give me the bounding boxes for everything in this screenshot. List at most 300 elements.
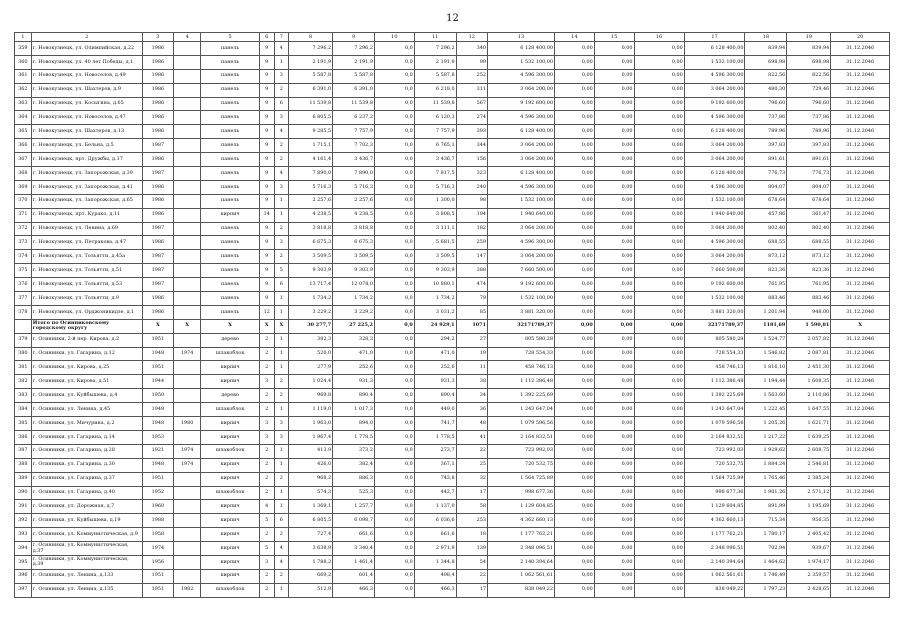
table-cell: 1 xyxy=(274,500,289,514)
table-cell: 31.12.2046 xyxy=(831,278,890,292)
table-cell: 1987 xyxy=(142,264,173,278)
table-cell: 385 xyxy=(15,417,32,431)
table-cell: 0,00 xyxy=(554,542,594,556)
table-cell: 1 564 725,89 xyxy=(684,472,745,486)
table-cell: г. Осинники, ул. Кирова, д.25 xyxy=(31,361,142,375)
table-cell: панель xyxy=(201,42,260,56)
column-number: 8 xyxy=(289,33,333,42)
table-cell: 0,0 xyxy=(374,555,414,569)
table-cell: 9 xyxy=(259,153,274,167)
table-cell: 802,40 xyxy=(787,222,831,236)
table-cell: 0,00 xyxy=(554,194,594,208)
table-cell: 0,00 xyxy=(634,236,684,250)
table-cell: 3 064 200,00 xyxy=(684,222,745,236)
table-cell: 395 xyxy=(15,555,32,569)
table-row xyxy=(15,153,890,167)
table-cell: г. Новокузнецк, ул. Олимпийская, д.22 xyxy=(31,42,142,56)
table-cell: г. Новокузнецк, ул. Тольятти, д.51 xyxy=(31,264,142,278)
table-cell: 0,0 xyxy=(374,361,414,375)
table-cell: 678,64 xyxy=(787,194,831,208)
table-cell: 0,00 xyxy=(634,292,684,306)
table-cell: 720 532,75 xyxy=(487,458,554,472)
table-cell: 32171789,37 xyxy=(487,319,554,333)
table-cell: 1 xyxy=(274,347,289,361)
table-cell: 12 xyxy=(259,305,274,319)
table-cell: 0,00 xyxy=(594,528,634,542)
table-cell: 194 xyxy=(456,208,487,222)
table-cell: 31.12.2046 xyxy=(831,236,890,250)
table-cell: 5 587,8 xyxy=(414,69,456,83)
table-row xyxy=(15,69,890,83)
table-cell: 1 024,4 xyxy=(289,375,333,389)
table-cell: 382 xyxy=(15,375,32,389)
column-number: 18 xyxy=(745,33,787,42)
table-cell: 6 805,5 xyxy=(289,111,333,125)
table-cell: 79 xyxy=(456,292,487,306)
table-cell: 0,00 xyxy=(634,167,684,181)
table-cell: 31.12.2046 xyxy=(831,458,890,472)
table-cell: 1 590,81 xyxy=(787,319,831,333)
table-cell: 466,3 xyxy=(414,583,456,597)
table-cell xyxy=(174,555,201,569)
table-cell: г. Осинники, 2-й пер. Кирова, д.2 xyxy=(31,333,142,347)
table-cell: 3 xyxy=(274,417,289,431)
table-row xyxy=(15,236,890,250)
table-cell: 363 xyxy=(15,97,32,111)
table-cell: 968,2 xyxy=(289,472,333,486)
table-row xyxy=(15,292,890,306)
table-cell xyxy=(174,194,201,208)
table-cell: 11 539,8 xyxy=(414,97,456,111)
table-cell: 1986 xyxy=(142,125,173,139)
table-cell: 31.12.2046 xyxy=(831,542,890,556)
table-row xyxy=(15,417,890,431)
table-cell: 391 xyxy=(15,500,32,514)
table-cell: 0,00 xyxy=(634,333,684,347)
table-cell: 729,46 xyxy=(787,83,831,97)
table-cell: 9 285,5 xyxy=(289,125,333,139)
table-cell: 31.12.2046 xyxy=(831,403,890,417)
table-cell xyxy=(174,167,201,181)
table-cell: 32171789,37 xyxy=(684,319,745,333)
table-cell: 31.12.2046 xyxy=(831,83,890,97)
table-cell: 3 064 200,00 xyxy=(684,139,745,153)
table-cell: 7 296,2 xyxy=(414,42,456,56)
table-cell: 3 xyxy=(274,111,289,125)
table-cell: 0,00 xyxy=(594,55,634,69)
table-cell: 1 797,23 xyxy=(745,583,787,597)
table-cell: 0,00 xyxy=(594,69,634,83)
table-cell: 9 xyxy=(259,292,274,306)
table-cell xyxy=(174,389,201,403)
table-cell: 393 xyxy=(456,125,487,139)
table-cell: 0,00 xyxy=(634,444,684,458)
table-cell: 147 xyxy=(456,250,487,264)
table-cell xyxy=(174,125,201,139)
table-cell: 0,00 xyxy=(634,375,684,389)
table-cell xyxy=(174,292,201,306)
table-cell: 0,0 xyxy=(374,458,414,472)
table-cell: 2 971,9 xyxy=(414,542,456,556)
table-cell: 0,0 xyxy=(374,194,414,208)
table-row xyxy=(15,97,890,111)
table-cell: 0,00 xyxy=(594,319,634,333)
table-cell: 0,00 xyxy=(634,319,684,333)
table-cell: г. Осинники, ул. Куйбышева, д.4 xyxy=(31,389,142,403)
table-cell: 1 746,49 xyxy=(745,569,787,583)
table-cell: 4 596 300,00 xyxy=(487,69,554,83)
table-cell: 368 xyxy=(15,167,32,181)
table-cell: 0,00 xyxy=(634,55,684,69)
table-cell: 9 303,9 xyxy=(414,264,456,278)
table-cell: 1 xyxy=(274,55,289,69)
table-cell: 1 079 596,56 xyxy=(487,417,554,431)
table-cell: 804,07 xyxy=(745,180,787,194)
table-cell: 9 xyxy=(259,264,274,278)
table-cell: 0,00 xyxy=(594,361,634,375)
table-cell: 466,3 xyxy=(333,583,375,597)
table-cell: 1 369,1 xyxy=(289,500,333,514)
table-row xyxy=(15,305,890,319)
table-cell: 31.12.2046 xyxy=(831,444,890,458)
table-cell: 41 xyxy=(456,430,487,444)
table-cell: панель xyxy=(201,236,260,250)
table-cell: X xyxy=(201,319,260,333)
column-number: 10 xyxy=(374,33,414,42)
table-cell: 2 140 394,64 xyxy=(487,555,554,569)
table-cell: 1 129 604,85 xyxy=(487,500,554,514)
table-cell: 38 xyxy=(456,375,487,389)
table-cell: 1986 xyxy=(142,153,173,167)
table-cell: 1 344,8 xyxy=(414,555,456,569)
table-cell: 4 596 300,00 xyxy=(487,111,554,125)
table-cell: 381 xyxy=(15,361,32,375)
table-cell: 392 xyxy=(15,514,32,528)
table-cell: 0,0 xyxy=(374,319,414,333)
table-cell: 2 191,9 xyxy=(414,55,456,69)
table-row xyxy=(15,500,890,514)
table-cell: 31.12.2046 xyxy=(831,375,890,389)
table-cell: 3 064 200,00 xyxy=(684,83,745,97)
table-cell: 388 xyxy=(456,264,487,278)
table-cell: 0,00 xyxy=(554,153,594,167)
table-cell: 698,98 xyxy=(745,55,787,69)
table-row xyxy=(15,403,890,417)
table-cell: 2 428,65 xyxy=(787,583,831,597)
table-cell: 394 xyxy=(15,542,32,556)
table-cell: 0,0 xyxy=(374,208,414,222)
table-cell: 6 128 400,00 xyxy=(487,125,554,139)
table-cell: 182 xyxy=(456,222,487,236)
table-cell: 0,00 xyxy=(634,583,684,597)
table-cell: 22 xyxy=(456,569,487,583)
table-cell: 3 064 200,00 xyxy=(487,153,554,167)
table-cell: 948,00 xyxy=(787,305,831,319)
table-cell: 1986 xyxy=(142,55,173,69)
table-cell: 0,00 xyxy=(634,208,684,222)
table-cell: 0,00 xyxy=(594,305,634,319)
table-cell: 458 746,13 xyxy=(684,361,745,375)
table-cell: 2 xyxy=(274,569,289,583)
table-cell: 361,47 xyxy=(787,208,831,222)
table-cell: 99 xyxy=(456,55,487,69)
table-cell: 7 660 500,00 xyxy=(684,264,745,278)
table-cell: 1949 xyxy=(142,403,173,417)
table-cell: 2 110,86 xyxy=(787,389,831,403)
table-cell: 0,00 xyxy=(594,125,634,139)
table-cell: 2 xyxy=(259,486,274,500)
table-row xyxy=(15,180,890,194)
column-number: 4 xyxy=(174,33,201,42)
table-cell: 3 638,9 xyxy=(289,542,333,556)
table-cell: 1 xyxy=(274,583,289,597)
table-cell: 377 xyxy=(15,292,32,306)
table-cell: 1 940 640,00 xyxy=(684,208,745,222)
table-cell: 18 xyxy=(456,528,487,542)
column-number: 9 xyxy=(333,33,375,42)
table-cell: 1 xyxy=(274,403,289,417)
table-cell: 2 087,81 xyxy=(787,347,831,361)
table-cell: 1 532 100,00 xyxy=(684,194,745,208)
table-cell: 373 xyxy=(15,236,32,250)
table-cell: 387 xyxy=(15,444,32,458)
table-cell: 1 967,4 xyxy=(289,430,333,444)
table-cell: г. Новокузнецк, ул. Шахтеров, д.13 xyxy=(31,125,142,139)
table-row xyxy=(15,194,890,208)
table-cell: 11 539,8 xyxy=(333,97,375,111)
table-cell: 1 201,94 xyxy=(745,305,787,319)
table-cell: 1974 xyxy=(174,458,201,472)
table-cell: 0,00 xyxy=(634,69,684,83)
table-cell: 19 xyxy=(456,347,487,361)
column-number: 17 xyxy=(684,33,745,42)
table-cell: 240 xyxy=(456,180,487,194)
table-cell: 723 992,03 xyxy=(487,444,554,458)
table-cell: 1 243 647,04 xyxy=(487,403,554,417)
table-cell: 0,00 xyxy=(634,250,684,264)
table-cell: 31.12.2046 xyxy=(831,305,890,319)
table-cell: 6 120,3 xyxy=(414,111,456,125)
table-cell: 0,00 xyxy=(634,125,684,139)
table-cell: 1921 xyxy=(142,444,173,458)
table-cell: 4 362 660,13 xyxy=(487,514,554,528)
table-cell: 761,95 xyxy=(745,278,787,292)
table-cell: 2 608,75 xyxy=(787,444,831,458)
table-cell: 1986 xyxy=(142,42,173,56)
table-cell: 379 xyxy=(15,333,32,347)
table-cell: дерево xyxy=(201,333,260,347)
table-cell: 0,0 xyxy=(374,111,414,125)
table-cell: 31.12.2046 xyxy=(831,139,890,153)
table-cell: 0,00 xyxy=(554,486,594,500)
table-cell: 4 xyxy=(259,500,274,514)
table-cell: 30 277,7 xyxy=(289,319,333,333)
table-cell: 362 xyxy=(15,83,32,97)
table-cell: 4 596 300,00 xyxy=(487,236,554,250)
table-cell: 1980 xyxy=(174,417,201,431)
table-cell: 0,00 xyxy=(554,417,594,431)
table-row xyxy=(15,333,890,347)
table-cell: 0,0 xyxy=(374,139,414,153)
table-cell: 9 303,9 xyxy=(289,264,333,278)
table-cell: 2 xyxy=(274,472,289,486)
table-cell: 31.12.2046 xyxy=(831,194,890,208)
table-cell: 525,3 xyxy=(333,486,375,500)
table-cell: кирпич xyxy=(201,375,260,389)
table-cell: 0,00 xyxy=(594,583,634,597)
table-cell: 723 992,03 xyxy=(684,444,745,458)
table-cell: 397 xyxy=(15,583,32,597)
table-cell: 31.12.2046 xyxy=(831,514,890,528)
table-cell: 1986 xyxy=(142,83,173,97)
table-row xyxy=(15,347,890,361)
table-cell: 728 554,33 xyxy=(684,347,745,361)
table-cell: 7 702,3 xyxy=(333,139,375,153)
table-cell: шлакоблок xyxy=(201,347,260,361)
table-cell: 1 205,26 xyxy=(745,417,787,431)
table-cell: 0,0 xyxy=(374,69,414,83)
table-cell: 6 xyxy=(274,514,289,528)
table-cell: 2 057,82 xyxy=(787,333,831,347)
table-cell: 805 580,28 xyxy=(684,333,745,347)
table-cell: 1956 xyxy=(142,555,173,569)
table-cell: X xyxy=(142,319,173,333)
table-cell: 6 218,0 xyxy=(414,83,456,97)
table-cell: 761,95 xyxy=(787,278,831,292)
table-cell: 1 715,1 xyxy=(289,139,333,153)
table-cell: 0,00 xyxy=(594,389,634,403)
table-cell: 2 405,42 xyxy=(787,528,831,542)
table-cell: кирпич xyxy=(201,514,260,528)
table-cell: 1986 xyxy=(142,305,173,319)
table-cell: 776,73 xyxy=(745,167,787,181)
table-row xyxy=(15,555,890,569)
table-cell: 0,00 xyxy=(594,458,634,472)
table-cell: 1986 xyxy=(142,97,173,111)
table-cell: 0,00 xyxy=(554,264,594,278)
table-cell: 6 765,1 xyxy=(414,139,456,153)
table-cell: 0,0 xyxy=(374,167,414,181)
table-cell: 796,60 xyxy=(745,97,787,111)
table-cell: 31.12.2046 xyxy=(831,111,890,125)
table-cell: 390 xyxy=(15,486,32,500)
table-cell: 1 xyxy=(274,444,289,458)
table-cell: 6 036,6 xyxy=(414,514,456,528)
table-cell: 2 xyxy=(274,139,289,153)
table-cell: 0,0 xyxy=(374,417,414,431)
table-cell: 1986 xyxy=(142,236,173,250)
table-cell: 12 078,0 xyxy=(333,278,375,292)
table-row xyxy=(15,444,890,458)
table-cell: 894,0 xyxy=(333,417,375,431)
table-cell: 1986 xyxy=(142,111,173,125)
table-row xyxy=(15,250,890,264)
table-cell: г. Новокузнецк, прт. Курако, д.11 xyxy=(31,208,142,222)
table-cell: г. Осинники, ул. Коммунистическая, д.37 xyxy=(31,542,142,556)
table-cell: 397,83 xyxy=(745,139,787,153)
table-cell xyxy=(174,333,201,347)
table-cell: 1 532 100,00 xyxy=(684,292,745,306)
table-row xyxy=(15,472,890,486)
table-cell: кирпич xyxy=(201,472,260,486)
table-cell: 1960 xyxy=(142,500,173,514)
table-cell: г. Осинники, ул. Гагарина, д.37 xyxy=(31,472,142,486)
table-cell: 31.12.2046 xyxy=(831,180,890,194)
table-cell: 3 064 200,00 xyxy=(684,250,745,264)
table-cell: 7 890,0 xyxy=(289,167,333,181)
table-cell: 1 532 100,00 xyxy=(684,55,745,69)
table-cell: 3 340,4 xyxy=(333,542,375,556)
table-cell: г. Осинники, ул. Дорожная, д.7 xyxy=(31,500,142,514)
table-cell: 294,2 xyxy=(414,333,456,347)
table-cell: 31.12.2046 xyxy=(831,250,890,264)
table-cell: 2 451,30 xyxy=(787,361,831,375)
table-cell: 9 xyxy=(259,42,274,56)
table-cell: 776,73 xyxy=(787,167,831,181)
table-cell: г. Осинники, ул. Коммунистическая, д.39 xyxy=(31,555,142,569)
table-cell: 273,7 xyxy=(414,444,456,458)
table-cell: 0,00 xyxy=(594,97,634,111)
table-cell: 34 xyxy=(456,389,487,403)
table-cell: 1 222,45 xyxy=(745,403,787,417)
table-cell: г. Новокузнецк, ул. Тольятти, д.45а xyxy=(31,250,142,264)
table-cell: 1 062 561,61 xyxy=(684,569,745,583)
table-cell: 1 194,44 xyxy=(745,375,787,389)
table-cell: 98 xyxy=(456,194,487,208)
table-cell: 1 xyxy=(274,361,289,375)
table-cell: 0,0 xyxy=(374,236,414,250)
table-cell: 3 xyxy=(259,430,274,444)
table-cell: 0,00 xyxy=(554,347,594,361)
table-cell: дерево xyxy=(201,389,260,403)
table-cell: 458 746,13 xyxy=(487,361,554,375)
table-cell: 27 225,2 xyxy=(333,319,375,333)
table-cell: 31.12.2046 xyxy=(831,430,890,444)
table-cell: 2 140 394,64 xyxy=(684,555,745,569)
table-cell: 0,0 xyxy=(374,264,414,278)
table-row xyxy=(15,430,890,444)
table-cell: 31.12.2046 xyxy=(831,472,890,486)
table-cell: 839,94 xyxy=(745,42,787,56)
table-cell: 891,99 xyxy=(745,500,787,514)
table-cell: 823,36 xyxy=(787,264,831,278)
table-cell: 2 257,6 xyxy=(289,194,333,208)
table-cell: 0,00 xyxy=(554,167,594,181)
table-row xyxy=(15,486,890,500)
table-cell: 6 391,0 xyxy=(333,83,375,97)
table-cell: 0,0 xyxy=(374,444,414,458)
table-cell: 366 xyxy=(15,139,32,153)
table-cell: 1 639,25 xyxy=(787,430,831,444)
table-cell: 0,00 xyxy=(594,500,634,514)
table-cell: 822,56 xyxy=(787,69,831,83)
table-cell: 31.12.2046 xyxy=(831,486,890,500)
table-row xyxy=(15,583,890,597)
table-cell: 0,00 xyxy=(634,111,684,125)
table-cell: 0,00 xyxy=(594,417,634,431)
table-cell: 1987 xyxy=(142,139,173,153)
table-cell: 1986 xyxy=(142,180,173,194)
table-cell: г. Осинники, ул. Ленина, д.135 xyxy=(31,583,142,597)
table-cell: 252 xyxy=(456,69,487,83)
table-cell: 0,00 xyxy=(594,278,634,292)
table-cell: 1987 xyxy=(142,278,173,292)
table-cell: 0,00 xyxy=(594,264,634,278)
table-cell: X xyxy=(831,319,890,333)
table-cell: 2 xyxy=(259,347,274,361)
table-cell: 2 164 832,51 xyxy=(684,430,745,444)
table-cell: кирпич xyxy=(201,528,260,542)
